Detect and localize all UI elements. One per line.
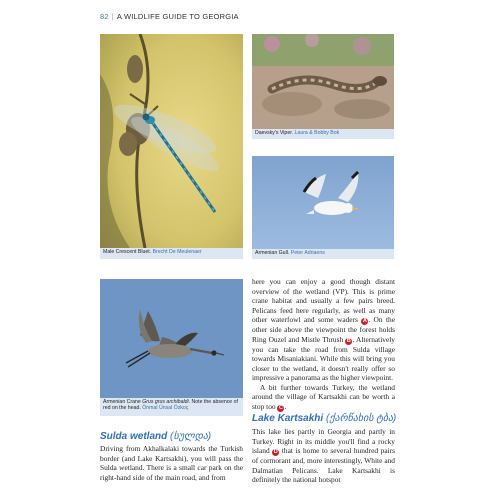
caption-latin-name: Grus grus archibaldi — [142, 399, 189, 405]
viper-image — [252, 34, 394, 129]
heading-lake-kartsakhi — [252, 413, 396, 424]
text-run: . Alternatively you can take the road from Sulda village towards Misaniakiani. While this will bring you closer to the wetland, it doesn't really offer so impressive a panorama as the higher viewpoint. — [252, 334, 396, 383]
text-run: . — [284, 402, 287, 412]
heading-sulda-wetland — [100, 431, 211, 442]
right-column-text-lower — [252, 427, 395, 485]
caption-crescent-bluet — [100, 248, 243, 259]
text-run: A bit further towards Turkey, the wetland around the village of Kartsakhi can be worth a stop too — [252, 382, 395, 412]
heading-text: Lake Kartsakhi — [252, 413, 324, 424]
photo-credit: Laura & Bobby Bok — [294, 130, 340, 136]
map-marker-d: D — [273, 449, 278, 456]
text-run: This lake lies partly in Georgia and partly in Turkey. Right in its middle you'll find a rocky island — [252, 427, 395, 456]
paragraph — [252, 427, 395, 485]
page-number: 82 — [100, 12, 109, 21]
caption-armenian-crane — [100, 398, 243, 416]
heading-georgian: (ქარწახის ტბა) — [325, 413, 397, 424]
map-marker-b: B — [346, 337, 351, 344]
map-marker-c: C — [278, 405, 283, 412]
bluet-image — [100, 34, 243, 248]
heading-georgian: (სულდა) — [170, 431, 212, 442]
caption-text: Male Crescent Bluet. — [103, 249, 152, 255]
heading-text: Sulda wetland — [100, 431, 168, 442]
caption-text: Armenian Crane — [103, 399, 143, 405]
photo-credit: Önmal Ünsal Özkoç — [142, 405, 189, 412]
text-run: that is home to several hundred pairs of cormorant and, more interestingly, White and Dalmatian Pelicans. Lake Kartsakhi is definitely the national hotspot — [252, 446, 395, 485]
left-column-text — [100, 444, 243, 482]
photo-armenian-gull — [252, 156, 394, 249]
photo-crescent-bluet — [100, 34, 243, 248]
photo-credit: Peter Adriaens — [290, 250, 325, 256]
paragraph — [252, 383, 395, 412]
right-column-text — [252, 277, 395, 412]
text-run: . On the other side above the viewpoint the forest holds Ring Ouzel and Mistle Thrush — [252, 315, 396, 344]
photo-armenian-crane — [100, 279, 243, 398]
text-run: here you can enjoy a good though distant overview of the wetland (VP). This is prime crane habitat and usually a few pairs breed. Pelicans feed here regularly, as well as many other waterfowl and some waders — [252, 277, 395, 325]
caption-text: Armenian Gull. — [255, 250, 290, 256]
paragraph: Driving from Akhalkalaki towards the Turkish border (and Lake Kartsakhi), you will pass the Sulda wetland. There is a small car park on the right-hand side of the main road, and from — [100, 444, 243, 482]
caption-daevskys-viper — [252, 129, 394, 139]
caption-armenian-gull — [252, 249, 394, 259]
photo-daevskys-viper — [252, 34, 394, 129]
book-title: A WILDLIFE GUIDE TO GEORGIA — [116, 12, 239, 21]
running-header — [100, 12, 239, 21]
paragraph — [252, 277, 395, 383]
photo-credit: Brecht De Meulenaer — [152, 249, 202, 255]
caption-text: Daevsky's Viper. — [255, 130, 294, 136]
map-marker-a: A — [362, 318, 367, 325]
caption-text-post: . Note the absence of red on the head. — [103, 399, 238, 412]
crane-image — [100, 279, 243, 398]
header-separator: | — [111, 12, 114, 21]
gull-image — [252, 156, 394, 249]
